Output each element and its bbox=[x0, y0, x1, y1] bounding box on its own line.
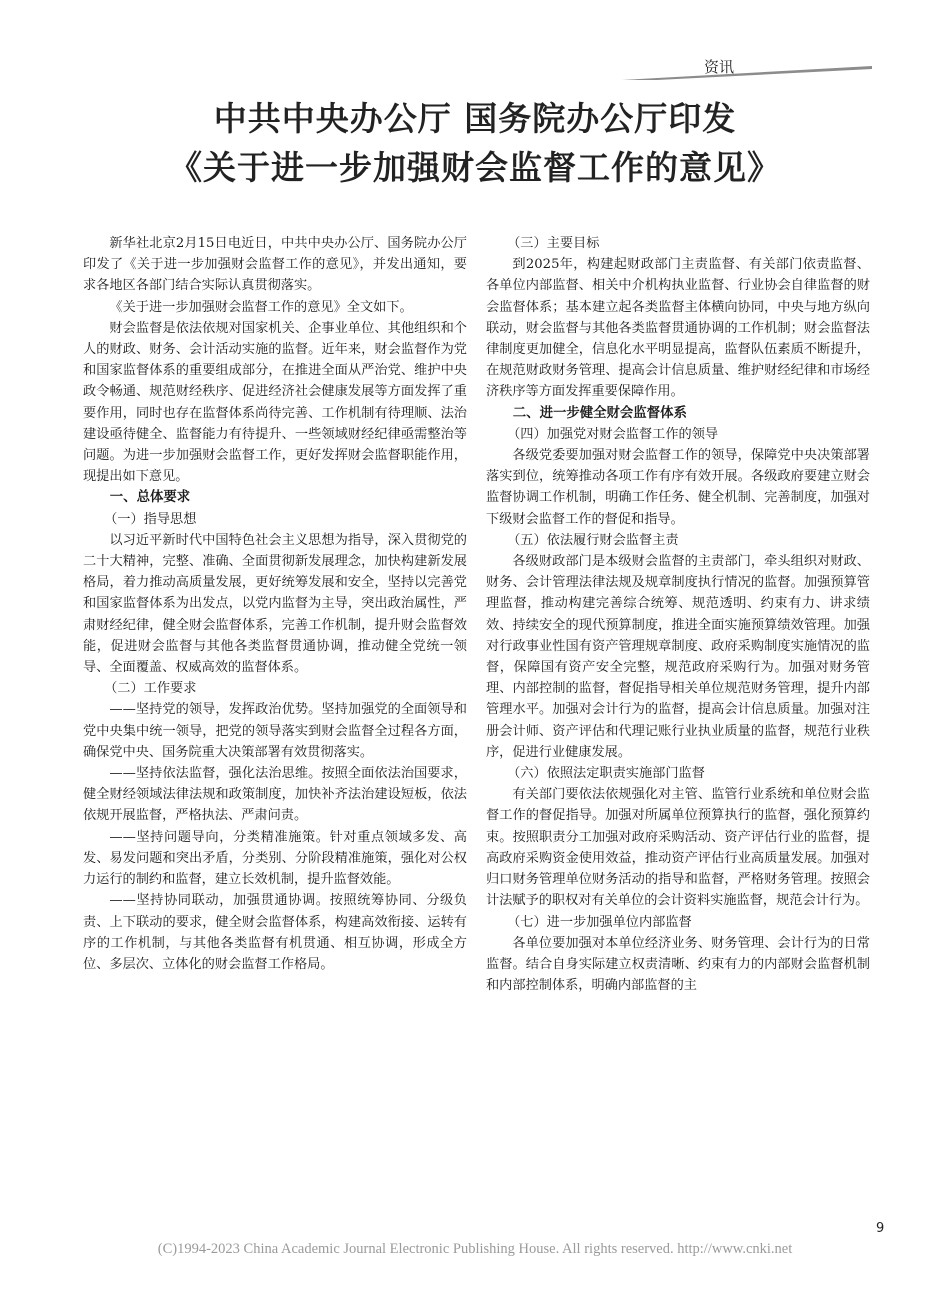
subsection-heading: （二）工作要求 bbox=[104, 681, 197, 697]
section-label: 资讯 bbox=[704, 58, 735, 76]
subsection-heading: （三）主要目标 bbox=[507, 236, 600, 251]
header-rule bbox=[622, 66, 872, 80]
paragraph: 各级财政部门是本级财会监督的主责部门，牵头组织对财政、财务、会计管理法律法规及规章制度执行情况的监督。加强预算管理监督，推动构建完善综合统筹、规范透明、约束有力、讲求绩效、持续安全的现代预算制度，推进全面实施预算绩效管理。加强对行政事业性国有资产管理规章制度、政府采购制度实施情况的监督，保障国有资产安全完整，规范政府采购行为。加强对财务管理、内部控制的监督，督促指导相关单位规范财务管理，提升内部管理水平。加强对会计行为的监督，提高会计信息质量。加强对注册会计师、资产评估和代理记账行业执业质量的监督，规范行业秩序，促进行业健康发展。 bbox=[486, 554, 870, 760]
subsection-heading: （四）加强党对财会监督工作的领导 bbox=[507, 426, 719, 442]
article-title-line-2: 《关于进一步加强财会监督工作的意见》 bbox=[169, 148, 781, 187]
paragraph: ——坚持依法监督，强化法治思维。按照全面依法治国要求，健全财经领域法律法规和政策制度，加快补齐法治建设短板，依法依规开展监督，严格执法、严肃问责。 bbox=[83, 766, 467, 824]
paragraph: 新华社北京2月15日电近日，中共中央办公厅、国务院办公厅印发了《关于进一步加强财会监督工作的意见》，并发出通知，要求各地区各部门结合实际认真贯彻落实。 bbox=[83, 236, 467, 294]
paragraph: ——坚持协同联动，加强贯通协调。按照统筹协同、分级负责、上下联动的要求，健全财会监督体系，构建高效衔接、运转有序的工作机制，与其他各类监督有机贯通、相互协调，形成全方位、多层次、立体化的财会监督工作格局。 bbox=[83, 893, 467, 972]
paragraph: ——坚持问题导向，分类精准施策。针对重点领域多发、高发、易发问题和突出矛盾，分类别、分阶段精准施策，强化对公权力运行的制约和监督，建立长效机制，提升监督效能。 bbox=[83, 829, 467, 888]
left-column bbox=[83, 233, 467, 975]
paragraph: 《关于进一步加强财会监督工作的意见》全文如下。 bbox=[109, 299, 413, 315]
paragraph: 有关部门要依法依规强化对主管、监管行业系统和单位财会监督工作的督促指导。加强对所属单位预算执行的监督，强化预算约束。按照职责分工加强对政府采购活动、资产评估行业的监督，提高政府采购资金使用效益，推动资产评估行业高质量发展。加强对归口财务管理单位财务活动的指导和监督，严格财务管理。按照会计法赋予的职权对有关单位的会计资料实施监督，规范会计行为。 bbox=[486, 787, 870, 909]
subsection-heading: （五）依法履行财会监督主责 bbox=[507, 532, 679, 548]
subsection-heading: （一）指导思想 bbox=[104, 511, 197, 527]
subsection-heading: （六）依照法定职责实施部门监督 bbox=[507, 766, 705, 782]
paragraph: 各级党委要加强对财会监督工作的领导，保障党中央决策部署落实到位，统筹推动各项工作有序有效开展。各级政府要建立财会监督协调工作机制，明确工作任务、健全机制、完善制度，加强对下级财会监督工作的督促和指导。 bbox=[486, 448, 870, 527]
paragraph: ——坚持党的领导，发挥政治优势。坚持加强党的全面领导和党中央集中统一领导，把党的领导落实到财会监督全过程各方面，确保党中央、国务院重大决策部署有效贯彻落实。 bbox=[83, 702, 467, 760]
copyright-footer: (C)1994-2023 China Academic Journal Electronic Publishing House. All rights reserved. http://www.cnki.net bbox=[157, 1241, 793, 1257]
page-number: 9 bbox=[876, 1221, 885, 1236]
paragraph: 到2025年，构建起财政部门主责监督、有关部门依责监督、各单位内部监督、相关中介机构执业监督、行业协会自律监督的财会监督体系；基本建立起各类监督主体横向协同，中央与地方纵向联动，财会监督与其他各类监督贯通协调的工作机制；财会监督法律制度更加健全，信息化水平明显提高，监督队伍素质不断提升，在规范财政财务管理、提高会计信息质量、维护财经纪律和市场经济秩序等方面发挥重要保障作用。 bbox=[486, 257, 870, 400]
section-heading: 二、进一步健全财会监督体系 bbox=[512, 405, 687, 421]
paragraph: 财会监督是依法依规对国家机关、企事业单位、其他组织和个人的财政、财务、会计活动实施的监督。近年来，财会监督作为党和国家监督体系的重要组成部分，在推进全面从严治党、维护中央政令畅通、规范财经秩序、促进经济社会健康发展等方面发挥了重要作用，同时也存在监督体系尚待完善、工作机制有待理顺、法治建设亟待健全、监督能力有待提升、一些领域财经纪律亟需整治等问题。为进一步加强财会监督工作，更好发挥财会监督职能作用，现提出如下意见。 bbox=[83, 320, 467, 485]
right-column bbox=[486, 233, 870, 996]
article-title-line-1: 中共中央办公厅 国务院办公厅印发 bbox=[213, 99, 737, 138]
section-heading: 一、总体要求 bbox=[109, 490, 191, 506]
paragraph: 各单位要加强对本单位经济业务、财务管理、会计行为的日常监督。结合自身实际建立权责清晰、约束有力的内部财会监督机制和内部控制体系，明确内部监督的主 bbox=[486, 935, 870, 994]
paragraph: 以习近平新时代中国特色社会主义思想为指导，深入贯彻党的二十大精神，完整、准确、全面贯彻新发展理念，加快构建新发展格局，着力推动高质量发展，更好统筹发展和安全，坚持以完善党和国家监督体系为出发点，以党内监督为主导，突出政治属性，严肃财经纪律，健全财会监督体系，完善工作机制，提升财会监督效能，促进财会监督与其他各类监督贯通协调，推动健全党统一领导、全面覆盖、权威高效的监督体系。 bbox=[83, 532, 467, 676]
subsection-heading: （七）进一步加强单位内部监督 bbox=[507, 914, 692, 930]
